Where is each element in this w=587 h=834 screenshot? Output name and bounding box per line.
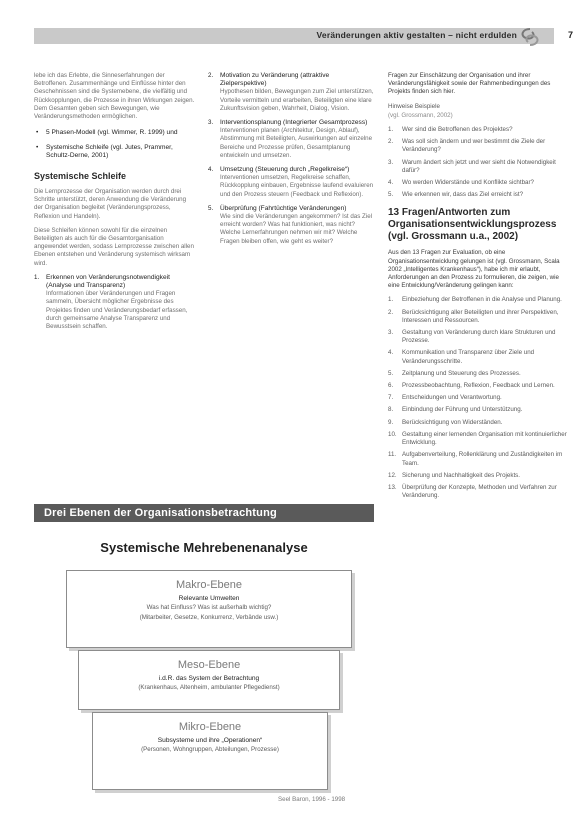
list-item (388, 296, 568, 304)
list-item (388, 472, 568, 480)
question-number: 5. (388, 191, 394, 199)
level-name: Mikro-Ebene (178, 721, 242, 733)
intro-paragraph: lebe ich das Erlebte, die Sinneserfahrungen der Betroffenen. Zusammenhänge und Einflüsse hinter den Geschehnissen sind die Systemebene, die vielfältig und Rückkopplungen, die Prozesse in ihren Wirkungen zeigen. Dem Gesamten geben sich Bewegungen, wie Veränderungsmethoden ermöglichen. (34, 72, 195, 121)
header-title: Veränderungen aktiv gestalten – nicht erdulden (316, 30, 517, 40)
list-item (388, 419, 568, 427)
level-description: (Mitarbeiter, Gesetze, Konkurrenz, Verbände usw.) (139, 614, 279, 621)
bullet-list (34, 129, 196, 161)
bullet-item: • 5 Phasen-Modell (vgl. Wimmer, R. 1999) und (34, 129, 196, 138)
list-text: Berücksichtigung aller Beteiligten und ihrer Perspektiven, Interessen und Ressourcen. (402, 308, 559, 324)
numbered-item (208, 205, 376, 246)
list-text: Überprüfung der Konzepte, Methoden und Verfahren zur Veränderung. (402, 483, 557, 500)
list-item (388, 406, 568, 414)
list-item (388, 329, 568, 345)
list-item (388, 431, 568, 447)
swirl-logo-icon (516, 26, 544, 48)
meso-level-box (78, 650, 340, 710)
list-text: Kommunikation und Transparenz über Ziele und Veränderungsschritte. (402, 349, 535, 365)
list-item (388, 451, 568, 467)
list-number: 11. (388, 451, 397, 459)
list-number: 5. (388, 369, 394, 377)
list-number: 1. (388, 296, 394, 304)
question-text: Wie erkennen wir, dass das Ziel erreicht ist? (402, 191, 524, 199)
section-heading: 13 Fragen/Antworten zum Organisationsentwicklungsprozess (vgl. Grossmann u.a., 2002) (388, 207, 557, 243)
column-left (34, 72, 196, 337)
mikro-level-box (92, 712, 328, 790)
list-item (388, 370, 568, 378)
item-body: Interventionen planen (Architektur, Design, Ablauf), Abstimmung mit Beteiligten, Auswirkungen auf einzelne Bereiche und Prozesse prüfen, Gesamtplanung entwickeln und umsetzen. (220, 127, 373, 159)
bullet-item: • Systemische Schleife (vgl. Jutes, Prammer, Schultz-Derne, 2001) (34, 144, 196, 161)
item-title: Umsetzung (Steuerung durch „Regelkreise“) (220, 166, 350, 174)
example-citation: (vgl. Grossmann, 2002) (388, 111, 453, 119)
question-number: 1. (388, 126, 394, 134)
item-title: Motivation zu Veränderung (attraktive Zielperspektive) (220, 72, 330, 88)
question-number: 2. (388, 138, 394, 146)
example-label: Hinweise Beispiele (388, 102, 440, 110)
level-subtitle: i.d.R. das System der Betrachtung (158, 675, 260, 682)
makro-level-box (66, 570, 352, 648)
diagram-source: Seel Baron, 1996 - 1998 (278, 796, 346, 803)
list-text: Berücksichtigung von Widerständen. (402, 418, 503, 426)
list-text: Prozessbeobachtung, Reflexion, Feedback und Lernen. (402, 382, 555, 390)
question-item (388, 179, 568, 187)
numbered-item (208, 166, 376, 199)
list-item (388, 394, 568, 402)
column-middle (208, 72, 376, 252)
item-body: Hypothesen bilden, Bewegungen zum Ziel unterstützen, Vorteile vermitteln und erarbeiten, Beteiligten eine klare Zukunftsvision geben, Wahrheit, Dialog, Vision. (220, 88, 374, 112)
level-subtitle: Relevante Umwelten (178, 595, 240, 602)
section-heading: Systemische Schleife (34, 171, 127, 181)
level-name: Makro-Ebene (175, 579, 243, 591)
level-description: (Krankenhaus, Altenheim, ambulanter Pflegedienst) (138, 684, 280, 691)
list-text: Gestaltung von Veränderung durch klare Strukturen und Prozesse. (402, 329, 556, 345)
list-item (388, 382, 568, 390)
list-text: Sicherung und Nachhaltigkeit des Projekts. (402, 471, 520, 479)
item-body: Informationen über Veränderungen und Fragen sammeln, Übersicht möglicher Ergebnisse des Projektes finden und Veränderungsbedarf erfassen, durch gemeinsame Analyse Transparenz und Bewusstsein schaffen. (46, 290, 188, 331)
question-number: 4. (388, 179, 394, 187)
column-right (388, 72, 568, 504)
paragraph: Fragen zur Einschätzung der Organisation und ihrer Veränderungsfähigkeit sowie der Rahmenbedingungen des Projekts finden sich hier. (388, 72, 551, 96)
level-description: Was hat Einfluss? Was ist außerhalb wichtig? (146, 604, 272, 611)
list-item (388, 349, 568, 365)
diagram-title: Systemische Mehrebenenanalyse (100, 540, 308, 555)
paragraph: Diese Schleifen können sowohl für die einzelnen Beteiligten als auch für die Gesamtorganisation angewendet werden, sodass Lernprozesse zwischen allen Ebenen entstehen und Veränderung systemisch wirksam wird. (34, 226, 194, 267)
numbered-item (208, 119, 376, 160)
list-text: Zeitplanung und Steuerung des Prozesses. (402, 369, 521, 377)
page-number: 7 (567, 30, 573, 40)
page-header (0, 24, 587, 48)
list-text: Einbeziehung der Betroffenen in die Analyse und Planung. (402, 296, 562, 304)
item-number: 5. (208, 204, 214, 212)
item-number: 1. (34, 273, 40, 281)
list-text: Gestaltung einer lernenden Organisation mit kontinuierlicher Entwicklung. (402, 430, 567, 447)
section-banner: Drei Ebenen der Organisationsbetrachtung (34, 504, 374, 522)
list-number: 6. (388, 382, 394, 390)
list-number: 10. (388, 430, 397, 438)
list-text: Entscheidungen und Verantwortung. (402, 394, 502, 402)
list-number: 4. (388, 349, 394, 357)
question-text: Warum ändert sich jetzt und wer sieht die Notwendigkeit dafür? (402, 158, 556, 174)
level-subtitle: Subsysteme und ihre „Operationen“ (157, 737, 263, 744)
list-text: Einbindung der Führung und Unterstützung. (402, 406, 523, 414)
paragraph: Die Lernprozesse der Organisation werden durch drei Schritte unterstützt, deren Anwendung die Veränderung der Organisation begleitet (Veränderungsprozess, Reflexion und Handeln). (34, 188, 187, 220)
list-number: 3. (388, 329, 394, 337)
question-item (388, 159, 568, 175)
level-name: Meso-Ebene (177, 659, 241, 671)
numbered-item (208, 72, 376, 113)
list-item (388, 309, 568, 325)
item-title: Überprüfung (Fahrtüchtige Veränderungen) (220, 204, 347, 212)
item-number: 4. (208, 166, 214, 174)
question-text: Wer sind die Betroffenen des Projektes? (402, 126, 513, 134)
question-number: 3. (388, 158, 394, 166)
list-number: 12. (388, 471, 397, 479)
list-number: 2. (388, 308, 394, 316)
list-number: 9. (388, 418, 394, 426)
list-number: 7. (388, 394, 394, 402)
item-title: Interventionsplanung (Integrierter Gesamtprozess) (220, 119, 368, 127)
level-description: (Personen, Wohngruppen, Abteilungen, Prozesse) (141, 746, 279, 753)
list-text: Aufgabenverteilung, Rollenklärung und Zuständigkeiten im Team. (402, 451, 563, 467)
list-number: 13. (388, 483, 397, 491)
item-number: 3. (208, 119, 214, 127)
question-item (388, 138, 568, 154)
item-number: 2. (208, 72, 214, 79)
item-title: Erkennen von Veränderungsnotwendigkeit (Analyse und Transparenz) (46, 273, 170, 290)
list-number: 8. (388, 406, 394, 414)
paragraph: Aus den 13 Fragen zur Evaluation, ob eine Organisationsentwicklung gelungen ist (vgl. Grossmann, Scala 2002 „Intelligentes Krankenhaus“), habe ich mir erlaubt, Anforderungen an den Prozess zu formulieren, die zeigen, wie eine Entwicklung/Veränderung gelingen kann: (388, 249, 560, 290)
question-item (388, 126, 568, 134)
question-text: Wo werden Widerstände und Konflikte sichtbar? (402, 179, 534, 187)
list-item (388, 484, 568, 500)
question-item (388, 191, 568, 199)
item-body: Interventionen umsetzen, Regelkreise schaffen, Rückkopplung einbauen, Ergebnisse laufend evaluieren und den Prozess steuern (Feedback und Reflexion). (220, 174, 374, 198)
item-body: Wie sind die Veränderungen angekommen? Ist das Ziel erreicht worden? Was hat funktioniert, was nicht? Welche Lernerfahrungen nehmen wir mit? Welche Fragen bleiben offen, wie geht es weiter? (220, 213, 373, 245)
numbered-item (34, 274, 196, 331)
question-text: Was soll sich ändern und wer bestimmt die Ziele der Veränderung? (402, 138, 546, 154)
